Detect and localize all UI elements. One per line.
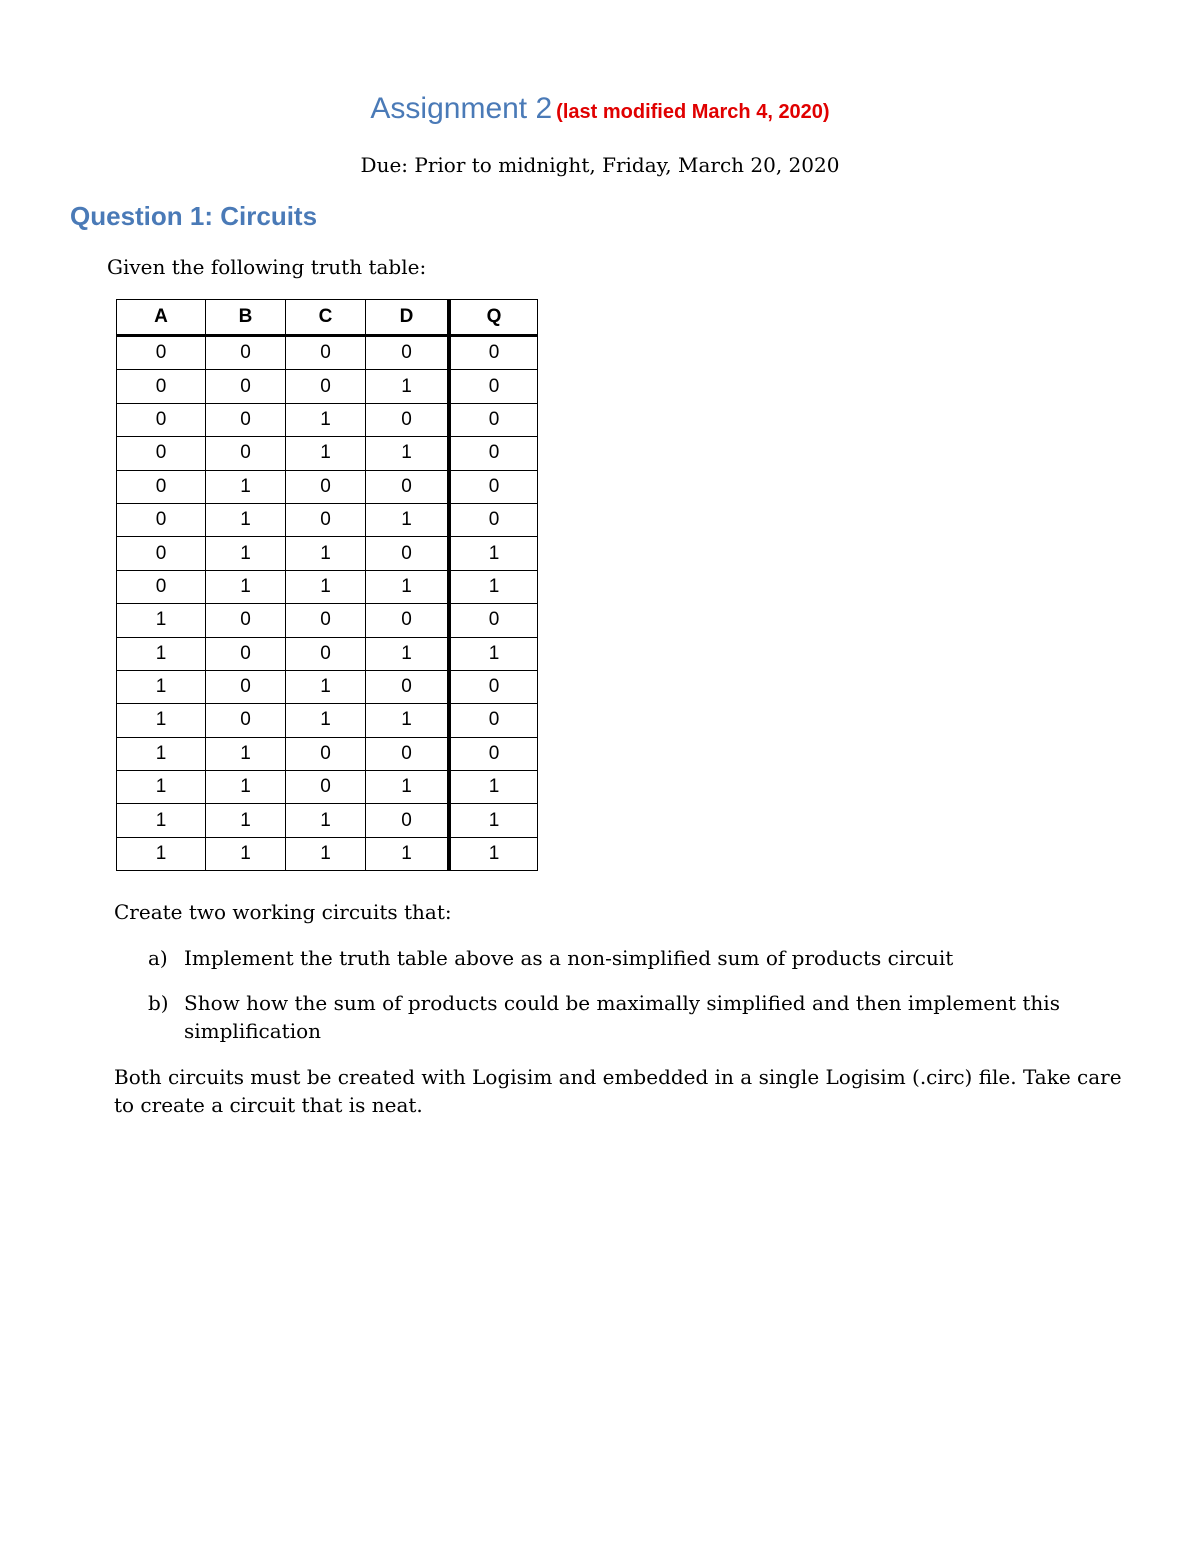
table-row <box>117 503 538 536</box>
table-row <box>117 437 538 470</box>
cell-c: 1 <box>286 537 366 570</box>
cell-b: 0 <box>206 604 286 637</box>
cell-q: 1 <box>449 771 538 804</box>
cell-d: 1 <box>366 570 450 603</box>
cell-q: 0 <box>449 704 538 737</box>
cell-q: 1 <box>449 570 538 603</box>
cell-b: 1 <box>206 737 286 770</box>
cell-b: 1 <box>206 503 286 536</box>
cell-d: 0 <box>366 804 450 837</box>
cell-a: 0 <box>117 370 206 403</box>
cell-b: 0 <box>206 336 286 370</box>
table-row <box>117 737 538 770</box>
table-row <box>117 804 538 837</box>
cell-b: 1 <box>206 470 286 503</box>
cell-a: 1 <box>117 604 206 637</box>
table-row <box>117 370 538 403</box>
cell-d: 1 <box>366 637 450 670</box>
cell-c: 1 <box>286 804 366 837</box>
cell-c: 0 <box>286 336 366 370</box>
cell-c: 0 <box>286 737 366 770</box>
cell-a: 1 <box>117 771 206 804</box>
table-row <box>117 403 538 436</box>
table-row <box>117 704 538 737</box>
cell-d: 1 <box>366 704 450 737</box>
header-q: Q <box>449 300 538 336</box>
cell-b: 1 <box>206 771 286 804</box>
header-a: A <box>117 300 206 336</box>
cell-c: 1 <box>286 704 366 737</box>
table-row <box>117 771 538 804</box>
table-row <box>117 336 538 370</box>
cell-a: 0 <box>117 437 206 470</box>
cell-d: 1 <box>366 837 450 870</box>
cell-q: 1 <box>449 804 538 837</box>
cell-c: 0 <box>286 370 366 403</box>
last-modified-note: (last modified March 4, 2020) <box>556 101 830 123</box>
cell-d: 1 <box>366 370 450 403</box>
cell-d: 1 <box>366 437 450 470</box>
cell-c: 0 <box>286 637 366 670</box>
cell-b: 1 <box>206 570 286 603</box>
cell-d: 0 <box>366 670 450 703</box>
cell-c: 0 <box>286 604 366 637</box>
cell-a: 0 <box>117 570 206 603</box>
cell-q: 0 <box>449 370 538 403</box>
truth-table-header-row <box>117 300 538 336</box>
cell-c: 0 <box>286 503 366 536</box>
cell-d: 0 <box>366 537 450 570</box>
cell-c: 1 <box>286 403 366 436</box>
cell-d: 1 <box>366 503 450 536</box>
cell-q: 0 <box>449 336 538 370</box>
table-row <box>117 604 538 637</box>
cell-c: 0 <box>286 771 366 804</box>
table-row <box>117 637 538 670</box>
table-row <box>117 537 538 570</box>
truth-table-body <box>117 336 538 871</box>
cell-a: 0 <box>117 336 206 370</box>
cell-d: 0 <box>366 336 450 370</box>
cell-a: 1 <box>117 704 206 737</box>
table-row <box>117 837 538 870</box>
item-label: b) <box>148 991 169 1015</box>
cell-d: 0 <box>366 470 450 503</box>
cell-b: 0 <box>206 370 286 403</box>
cell-b: 1 <box>206 837 286 870</box>
cell-q: 0 <box>449 437 538 470</box>
cell-q: 0 <box>449 403 538 436</box>
item-text: Implement the truth table above as a non-simplified sum of products circuit <box>184 946 954 970</box>
cell-c: 1 <box>286 437 366 470</box>
cell-d: 1 <box>366 771 450 804</box>
assignment-title: Assignment 2 <box>370 92 553 125</box>
cell-q: 1 <box>449 837 538 870</box>
table-row <box>117 670 538 703</box>
header-b: B <box>206 300 286 336</box>
header-d: D <box>366 300 450 336</box>
cell-a: 1 <box>117 804 206 837</box>
cell-b: 0 <box>206 403 286 436</box>
item-text: Show how the sum of products could be maximally simplified and then implement this simplification <box>184 991 1060 1043</box>
due-date: Due: Prior to midnight, Friday, March 20, 2020 <box>360 153 840 177</box>
table-row <box>117 570 538 603</box>
cell-b: 0 <box>206 704 286 737</box>
cell-d: 0 <box>366 737 450 770</box>
question-heading: Question 1: Circuits <box>70 201 318 231</box>
cell-a: 0 <box>117 537 206 570</box>
header-c: C <box>286 300 366 336</box>
table-row <box>117 470 538 503</box>
cell-d: 0 <box>366 604 450 637</box>
cell-q: 0 <box>449 737 538 770</box>
closing-paragraph: Both circuits must be created with Logisim and embedded in a single Logisim (.circ) file. Take care to create a circuit that is neat. <box>114 1065 1122 1117</box>
cell-b: 0 <box>206 670 286 703</box>
cell-a: 1 <box>117 670 206 703</box>
cell-a: 1 <box>117 837 206 870</box>
cell-c: 1 <box>286 670 366 703</box>
cell-q: 0 <box>449 503 538 536</box>
item-label: a) <box>148 946 168 970</box>
truth-table <box>116 299 538 871</box>
cell-c: 0 <box>286 470 366 503</box>
cell-b: 1 <box>206 804 286 837</box>
cell-q: 0 <box>449 604 538 637</box>
cell-b: 0 <box>206 437 286 470</box>
instructions-lead: Create two working circuits that: <box>114 900 452 924</box>
cell-a: 1 <box>117 637 206 670</box>
cell-q: 0 <box>449 470 538 503</box>
cell-c: 1 <box>286 570 366 603</box>
cell-q: 1 <box>449 537 538 570</box>
cell-b: 1 <box>206 537 286 570</box>
cell-b: 0 <box>206 637 286 670</box>
document-title <box>0 92 1200 126</box>
question-intro: Given the following truth table: <box>107 255 427 279</box>
cell-q: 0 <box>449 670 538 703</box>
cell-q: 1 <box>449 637 538 670</box>
cell-c: 1 <box>286 837 366 870</box>
cell-d: 0 <box>366 403 450 436</box>
cell-a: 0 <box>117 470 206 503</box>
cell-a: 0 <box>117 403 206 436</box>
cell-a: 1 <box>117 737 206 770</box>
cell-a: 0 <box>117 503 206 536</box>
